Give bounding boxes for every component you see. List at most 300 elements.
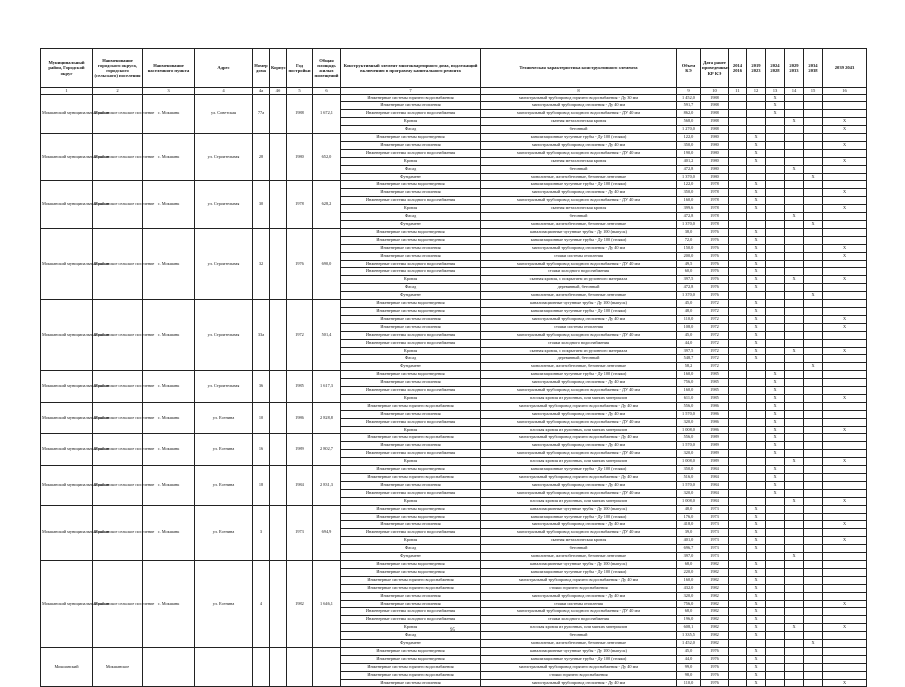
period-2029 [785, 355, 804, 363]
element-name: Инженерные системы отопления [341, 315, 481, 323]
element-volume: 60,0 [677, 268, 701, 276]
period-2029 [785, 616, 804, 624]
period-2019 [747, 292, 766, 300]
repair-date: 1980 [701, 173, 729, 181]
period-2024 [766, 331, 785, 339]
period-2014 [729, 181, 747, 189]
building-year: 1982 [287, 560, 313, 647]
period-2034 [804, 331, 823, 339]
building-corpus [270, 434, 287, 466]
period-2039: X [823, 521, 867, 529]
building-street: ул. Есенина [195, 434, 253, 466]
building-house: 32 [253, 228, 270, 299]
element-volume: 320,0 [677, 450, 701, 458]
period-2024 [766, 213, 785, 221]
period-2019 [747, 640, 766, 648]
period-2024 [766, 244, 785, 252]
period-2024 [766, 157, 785, 165]
element-volume: 350,0 [677, 189, 701, 197]
period-2014 [729, 307, 747, 315]
period-2014 [729, 371, 747, 379]
element-volume: 399,6 [677, 205, 701, 213]
period-2034 [804, 592, 823, 600]
period-2029 [785, 126, 804, 134]
period-2039 [823, 418, 867, 426]
period-2029 [785, 189, 804, 197]
period-2024 [766, 568, 785, 576]
period-2014 [729, 663, 747, 671]
period-2024 [766, 679, 785, 687]
period-2029 [785, 592, 804, 600]
column-number: 4б [270, 88, 287, 95]
period-2039 [823, 110, 867, 118]
element-name: Фасад [341, 284, 481, 292]
period-2029 [785, 576, 804, 584]
element-spec: магистральный трубопровод отопления - Ду 40 мм [481, 141, 677, 149]
column-number: 8 [481, 88, 677, 95]
building-year: 1973 [287, 505, 313, 560]
period-2014 [729, 355, 747, 363]
element-spec: канализационные чугунные трубы - Ду 100 (стояки) [481, 236, 677, 244]
period-2039 [823, 553, 867, 561]
period-2014 [729, 331, 747, 339]
period-2039 [823, 576, 867, 584]
table-row [41, 181, 867, 189]
element-name: Кровля [341, 624, 481, 632]
repair-date: 1976 [701, 284, 729, 292]
period-2019 [747, 363, 766, 371]
element-volume: 160,0 [677, 197, 701, 205]
period-2029 [785, 292, 804, 300]
period-2034 [804, 663, 823, 671]
repair-date: 1980 [701, 165, 729, 173]
period-2024: X [766, 489, 785, 497]
period-2039 [823, 505, 867, 513]
repair-date: 1989 [701, 458, 729, 466]
element-name: Инженерные системы отопления [341, 600, 481, 608]
period-2029 [785, 157, 804, 165]
repair-date: 1973 [701, 521, 729, 529]
period-2014 [729, 134, 747, 142]
period-2019: X [747, 655, 766, 663]
element-spec: магистральный трубопровод холодного водоснабжения - ДУ 40 мм [481, 331, 677, 339]
period-2019 [747, 466, 766, 474]
element-name: Инженерные системы холодного водоснабжения [341, 197, 481, 205]
period-2024: X [766, 402, 785, 410]
period-2039 [823, 134, 867, 142]
period-2034 [804, 426, 823, 434]
period-2014 [729, 118, 747, 126]
period-2019: X [747, 300, 766, 308]
element-name: Фасад [341, 165, 481, 173]
repair-date: 1985 [701, 379, 729, 387]
column-header: Год постройки [287, 49, 313, 88]
building-corpus [270, 94, 287, 134]
period-2014 [729, 450, 747, 458]
period-2039 [823, 300, 867, 308]
period-2024 [766, 521, 785, 529]
period-2039 [823, 355, 867, 363]
element-volume: 516,0 [677, 474, 701, 482]
period-2019: X [747, 284, 766, 292]
period-2014 [729, 221, 747, 229]
period-2034 [804, 568, 823, 576]
period-2019 [747, 387, 766, 395]
period-2019 [747, 410, 766, 418]
element-spec: магистральный трубопровод холодного водоснабжения - ДУ 40 мм [481, 450, 677, 458]
building-corpus [270, 560, 287, 647]
period-2034 [804, 236, 823, 244]
period-2014 [729, 347, 747, 355]
period-2019 [747, 165, 766, 173]
period-2039 [823, 331, 867, 339]
building-corpus [270, 134, 287, 181]
building-settlement: Мокшанское сельское поселение [93, 434, 143, 466]
element-name: Инженерные системы отопления [341, 141, 481, 149]
element-name: Инженерные системы отопления [341, 410, 481, 418]
building-district: Мокшанский [41, 647, 93, 687]
repair-date: 1972 [701, 339, 729, 347]
building-house: 16 [253, 434, 270, 466]
period-2039 [823, 307, 867, 315]
period-2039 [823, 560, 867, 568]
building-locality: с. Мокшанк [143, 134, 195, 181]
repair-date: 1980 [701, 149, 729, 157]
period-2014 [729, 110, 747, 118]
period-2039 [823, 608, 867, 616]
period-2034 [804, 394, 823, 402]
period-2029 [785, 228, 804, 236]
element-name: Инженерные системы горячего водоснабжения [341, 434, 481, 442]
period-2019 [747, 394, 766, 402]
period-2019: X [747, 505, 766, 513]
period-2034 [804, 355, 823, 363]
element-spec: магистральный трубопровод горячего водоснабжения - Ду 40 мм [481, 402, 677, 410]
period-2019: X [747, 355, 766, 363]
period-2024 [766, 323, 785, 331]
element-volume: 320,0 [677, 489, 701, 497]
building-house: 36 [253, 371, 270, 403]
column-header: Техническая характеристика конструктивного элемента [481, 49, 677, 88]
period-2029 [785, 331, 804, 339]
element-name: Инженерные системы холодного водоснабжения [341, 616, 481, 624]
period-2014 [729, 300, 747, 308]
period-2014 [729, 165, 747, 173]
period-2024: X [766, 474, 785, 482]
period-2039 [823, 268, 867, 276]
element-volume: 568,0 [677, 118, 701, 126]
element-spec: стояки холодного водоснабжения [481, 268, 677, 276]
element-spec: магистральный трубопровод отопления - Ду 40 мм [481, 442, 677, 450]
repair-date: 1988 [701, 110, 729, 118]
column-number: 12 [747, 88, 766, 95]
column-header: Наименование населенного пункта [143, 49, 195, 88]
element-volume: 160,0 [677, 387, 701, 395]
repair-date: 1989 [701, 434, 729, 442]
period-2019: X [747, 560, 766, 568]
column-number: 16 [823, 88, 867, 95]
period-2034 [804, 616, 823, 624]
period-2024 [766, 228, 785, 236]
building-street: ул. Строительная [195, 300, 253, 371]
period-2024 [766, 165, 785, 173]
period-2039 [823, 371, 867, 379]
repair-date: 1973 [701, 529, 729, 537]
period-2039 [823, 379, 867, 387]
period-2039 [823, 450, 867, 458]
element-spec: магистральный трубопровод отопления - Ду 40 мм [481, 244, 677, 252]
building-locality: с. Мокшанк [143, 371, 195, 403]
period-2039 [823, 545, 867, 553]
element-name: Фундамент [341, 173, 481, 181]
period-2034 [804, 442, 823, 450]
period-2024 [766, 315, 785, 323]
period-2029 [785, 181, 804, 189]
element-name: Инженерные системы холодного водоснабжения [341, 387, 481, 395]
repair-date: 1988 [701, 118, 729, 126]
period-2019: X [747, 157, 766, 165]
column-number: 6 [313, 88, 341, 95]
element-volume: 401,2 [677, 157, 701, 165]
document-sheet [40, 48, 866, 687]
period-2019 [747, 402, 766, 410]
period-2039 [823, 434, 867, 442]
building-block [41, 94, 867, 134]
period-2019 [747, 458, 766, 466]
period-2019 [747, 474, 766, 482]
period-2034 [804, 410, 823, 418]
period-2029 [785, 252, 804, 260]
building-street: ул. Строительная [195, 134, 253, 181]
period-2019: X [747, 632, 766, 640]
repair-date: 1984 [701, 466, 729, 474]
table-row [41, 647, 867, 655]
period-2014 [729, 244, 747, 252]
element-spec: магистральный трубопровод холодного водоснабжения - ДУ 40 мм [481, 489, 677, 497]
element-volume: 44,0 [677, 655, 701, 663]
element-name: Кровля [341, 394, 481, 402]
building-block [41, 402, 867, 434]
period-2039 [823, 402, 867, 410]
period-2034 [804, 228, 823, 236]
period-2014 [729, 489, 747, 497]
period-2029: X [785, 458, 804, 466]
period-2014 [729, 576, 747, 584]
period-2034 [804, 315, 823, 323]
building-locality: с. Мокшанк [143, 228, 195, 299]
element-name: Инженерные системы водоотведения [341, 513, 481, 521]
period-2014 [729, 553, 747, 561]
column-number: 15 [804, 88, 823, 95]
period-2039 [823, 363, 867, 371]
element-volume: 1 570,0 [677, 442, 701, 450]
period-2014 [729, 394, 747, 402]
period-2029: X [785, 276, 804, 284]
element-volume: 58,2 [677, 363, 701, 371]
period-2019: X [747, 189, 766, 197]
period-2024 [766, 221, 785, 229]
period-2024 [766, 458, 785, 466]
element-spec: бетонный [481, 126, 677, 134]
building-street: ул. Советская [195, 94, 253, 134]
element-spec: магистральный трубопровод горячего водоснабжения - Ду 40 мм [481, 434, 677, 442]
element-volume: 150,0 [677, 244, 701, 252]
building-district: Мокшанский муниципальный район [41, 228, 93, 299]
period-2039 [823, 655, 867, 663]
element-spec: канализационные чугунные трубы - Ду 100 (выпуск) [481, 647, 677, 655]
period-2039 [823, 568, 867, 576]
period-2019: X [747, 521, 766, 529]
period-2034 [804, 608, 823, 616]
repair-date: 1972 [701, 307, 729, 315]
period-2039 [823, 592, 867, 600]
building-house: 28 [253, 134, 270, 181]
period-2019: X [747, 149, 766, 157]
period-2024 [766, 600, 785, 608]
element-name: Инженерные системы отопления [341, 102, 481, 110]
element-volume: 110,0 [677, 679, 701, 687]
period-2019: X [747, 228, 766, 236]
element-name: Инженерные системы холодного водоснабжения [341, 529, 481, 537]
period-2014 [729, 474, 747, 482]
period-2024 [766, 640, 785, 648]
element-spec: канализационные чугунные трубы - Ду 100 (стояки) [481, 568, 677, 576]
element-name: Инженерные системы водоотведения [341, 307, 481, 315]
table-row [41, 560, 867, 568]
element-spec: скатная металлическая кровля [481, 157, 677, 165]
element-name: Инженерные системы горячего водоснабжения [341, 671, 481, 679]
repair-date: 1988 [701, 102, 729, 110]
table-row [41, 228, 867, 236]
period-2014 [729, 410, 747, 418]
element-name: Инженерные системы холодного водоснабжения [341, 110, 481, 118]
building-settlement: Мокшанское сельское поселение [93, 300, 143, 371]
period-2019: X [747, 323, 766, 331]
building-block [41, 134, 867, 181]
period-2029 [785, 584, 804, 592]
period-2029: X [785, 118, 804, 126]
period-2034 [804, 268, 823, 276]
building-area: 690,0 [313, 228, 341, 299]
repair-date: 1982 [701, 616, 729, 624]
element-spec: скатная кровля, с покрытием из рулонного материала [481, 276, 677, 284]
column-number: 10 [701, 88, 729, 95]
element-name: Инженерные системы водоотведения [341, 300, 481, 308]
element-spec: магистральный трубопровод горячего водоснабжения - Ду 40 мм [481, 576, 677, 584]
building-settlement: Мокшанское сельское поселение [93, 466, 143, 506]
element-volume: 397,5 [677, 276, 701, 284]
period-2029 [785, 521, 804, 529]
period-2039: X [823, 276, 867, 284]
period-2034 [804, 497, 823, 505]
building-district: Мокшанский муниципальный район [41, 300, 93, 371]
period-2034 [804, 141, 823, 149]
period-2034 [804, 450, 823, 458]
period-2019: X [747, 134, 766, 142]
element-name: Инженерные системы водоотведения [341, 655, 481, 663]
period-2039 [823, 213, 867, 221]
building-locality: с. Мокшанк [143, 560, 195, 647]
period-2024 [766, 529, 785, 537]
element-spec: бетонный [481, 165, 677, 173]
element-name: Кровля [341, 497, 481, 505]
element-name: Фасад [341, 355, 481, 363]
period-2024 [766, 149, 785, 157]
element-name: Инженерные системы холодного водоснабжения [341, 331, 481, 339]
element-spec: стояки системы отопления [481, 323, 677, 331]
period-2014 [729, 402, 747, 410]
element-volume: 1 008,0 [677, 458, 701, 466]
building-district: Мокшанский муниципальный район [41, 371, 93, 403]
period-2024 [766, 616, 785, 624]
period-2024: X [766, 371, 785, 379]
repair-date: 1976 [701, 276, 729, 284]
building-area: 694,9 [313, 505, 341, 560]
building-block [41, 647, 867, 687]
period-2014 [729, 640, 747, 648]
period-2034 [804, 647, 823, 655]
element-volume: 68,0 [677, 608, 701, 616]
repair-date: 1985 [701, 387, 729, 395]
element-spec: монолитные, железобетонные, бетонные ленточные [481, 221, 677, 229]
period-2024 [766, 268, 785, 276]
period-2019: X [747, 252, 766, 260]
period-2019: X [747, 647, 766, 655]
repair-date: 1985 [701, 371, 729, 379]
period-2029 [785, 529, 804, 537]
period-2019: X [747, 545, 766, 553]
period-2034 [804, 553, 823, 561]
period-2019: X [747, 339, 766, 347]
building-settlement: Мокшанское сельское поселение [93, 134, 143, 181]
building-block [41, 560, 867, 647]
period-2019 [747, 442, 766, 450]
element-name: Инженерные системы холодного водоснабжения [341, 339, 481, 347]
element-name: Фундамент [341, 640, 481, 648]
period-2034 [804, 379, 823, 387]
period-2019 [747, 94, 766, 102]
element-volume: 1 570,0 [677, 410, 701, 418]
period-2034 [804, 323, 823, 331]
building-district: Мокшанский муниципальный район [41, 434, 93, 466]
repair-date: 1989 [701, 442, 729, 450]
repair-date: 1976 [701, 647, 729, 655]
building-locality: с. Мокшанк [143, 300, 195, 371]
element-volume: 756,0 [677, 600, 701, 608]
period-2034 [804, 110, 823, 118]
column-number: 14 [785, 88, 804, 95]
column-header: Адрес [195, 49, 253, 88]
period-2034: X [804, 173, 823, 181]
period-2014 [729, 268, 747, 276]
element-spec: магистральный трубопровод отопления - Ду 40 мм [481, 379, 677, 387]
period-2019: X [747, 205, 766, 213]
repair-date: 1986 [701, 402, 729, 410]
element-spec: плоская кровля из рулонных, или мягких материалов [481, 624, 677, 632]
period-2014 [729, 363, 747, 371]
repair-date: 1986 [701, 426, 729, 434]
repair-date: 1984 [701, 497, 729, 505]
element-name: Инженерные системы горячего водоснабжения [341, 576, 481, 584]
period-2034 [804, 260, 823, 268]
period-2029 [785, 434, 804, 442]
element-name: Инженерные системы отопления [341, 189, 481, 197]
element-volume: 862,0 [677, 110, 701, 118]
building-house: 18 [253, 466, 270, 506]
period-2024 [766, 655, 785, 663]
period-2024 [766, 205, 785, 213]
building-locality: с. Мокшанк [143, 402, 195, 434]
